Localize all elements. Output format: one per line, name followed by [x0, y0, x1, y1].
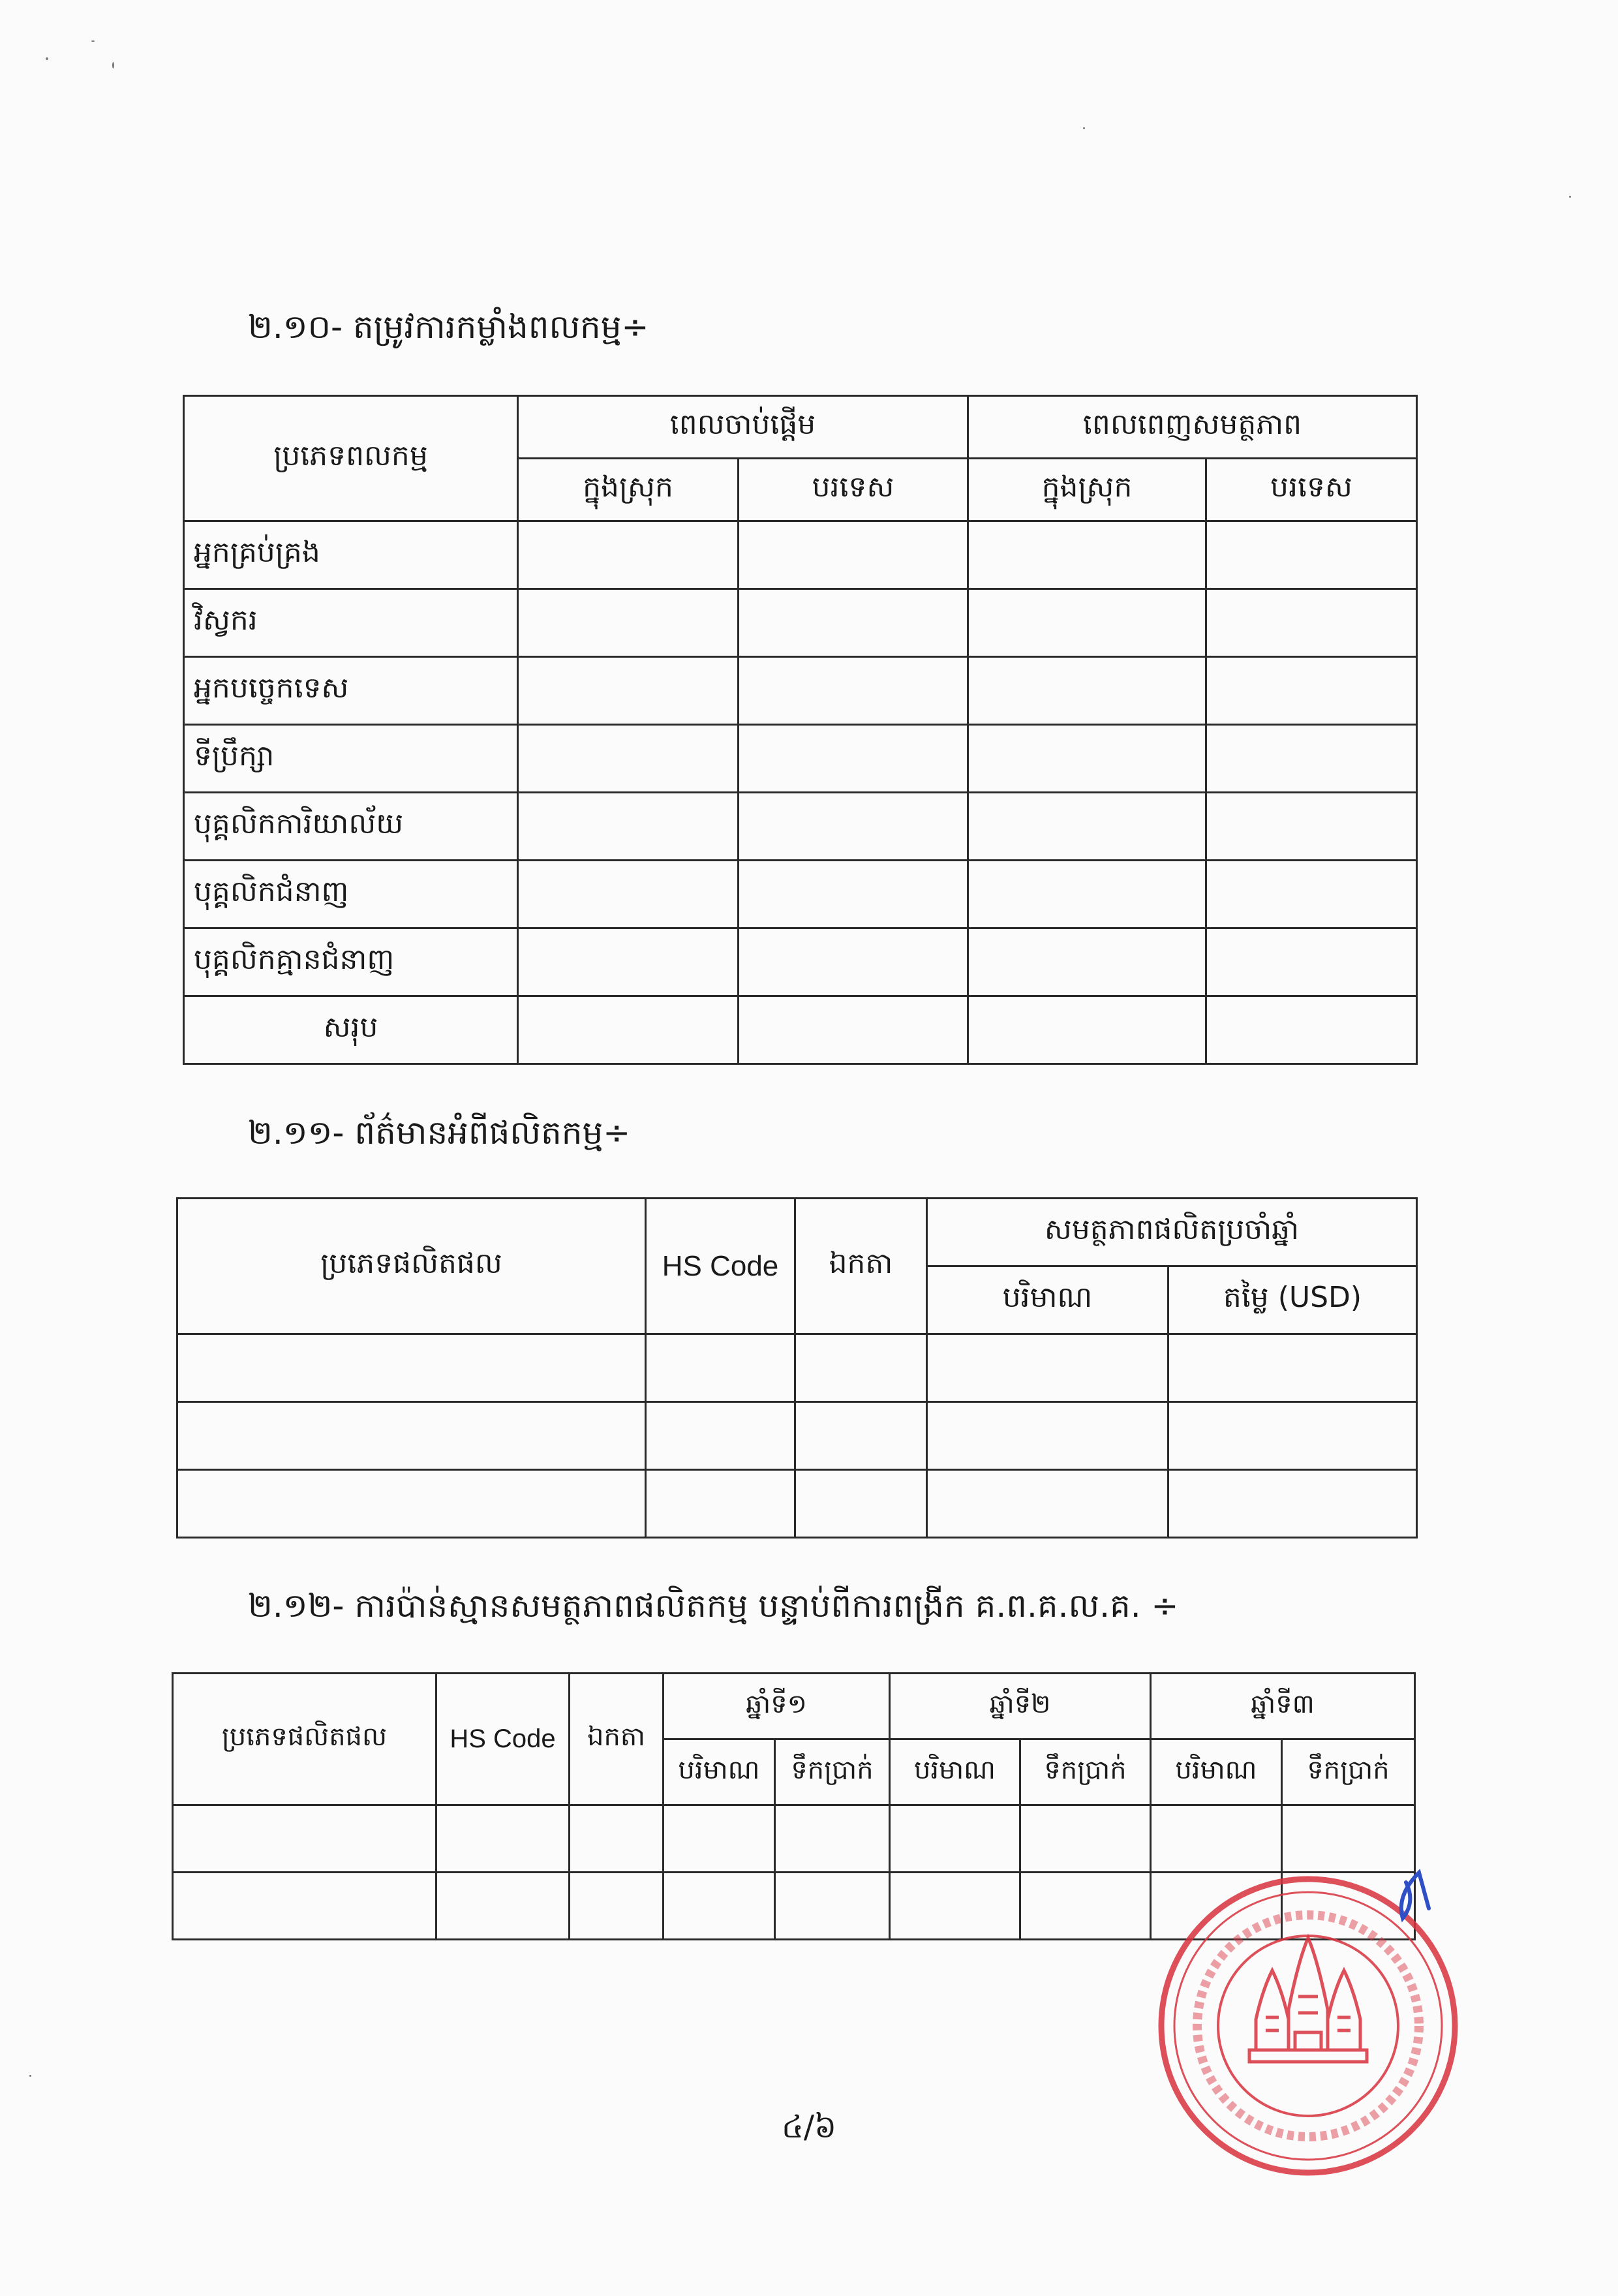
input-cell[interactable] — [1168, 1402, 1417, 1470]
table-row — [184, 589, 1417, 657]
input-cell[interactable] — [1206, 521, 1417, 589]
table-row-total — [184, 996, 1417, 1064]
col-header-unit: ឯកតា — [795, 1199, 927, 1334]
input-cell[interactable] — [518, 928, 739, 996]
sub-header-domestic: ក្នុងស្រុក — [968, 459, 1206, 521]
input-cell[interactable] — [646, 1334, 795, 1402]
input-cell[interactable] — [927, 1334, 1168, 1402]
table-row — [184, 725, 1417, 793]
input-cell[interactable] — [1168, 1334, 1417, 1402]
input-cell[interactable] — [173, 1873, 436, 1940]
table-row — [177, 1334, 1417, 1402]
table-row — [184, 928, 1417, 996]
input-cell[interactable] — [968, 793, 1206, 861]
input-cell[interactable] — [890, 1873, 1020, 1940]
input-cell[interactable] — [570, 1873, 664, 1940]
input-cell[interactable] — [518, 861, 739, 928]
sub-header-quantity: បរិមាណ — [664, 1739, 775, 1805]
input-cell[interactable] — [1206, 928, 1417, 996]
input-cell[interactable] — [1206, 657, 1417, 725]
year-header-2: ឆ្នាំទី២ — [890, 1674, 1151, 1739]
signature-mark — [1401, 1873, 1429, 1918]
col-header-labor-type: ប្រភេទពលកម្ម — [184, 396, 518, 521]
row-label-total: សរុប — [184, 996, 518, 1064]
input-cell[interactable] — [177, 1334, 646, 1402]
input-cell[interactable] — [890, 1805, 1020, 1873]
sub-header-domestic: ក្នុងស្រុក — [518, 459, 739, 521]
input-cell[interactable] — [968, 589, 1206, 657]
row-label-engineer: វិស្វករ — [184, 589, 518, 657]
sub-header-quantity: បរិមាណ — [890, 1739, 1020, 1805]
input-cell[interactable] — [968, 657, 1206, 725]
input-cell[interactable] — [177, 1402, 646, 1470]
input-cell[interactable] — [739, 589, 968, 657]
input-cell[interactable] — [795, 1402, 927, 1470]
sub-header-foreign: បរទេស — [739, 459, 968, 521]
table-row — [177, 1402, 1417, 1470]
row-label-skilled-staff: បុគ្គលិកជំនាញ — [184, 861, 518, 928]
page-number: ៤/៦ — [781, 2109, 837, 2145]
col-header-hs-code: HS Code — [646, 1199, 795, 1334]
table-row — [184, 521, 1417, 589]
input-cell[interactable] — [518, 725, 739, 793]
input-cell[interactable] — [739, 657, 968, 725]
input-cell[interactable] — [518, 589, 739, 657]
production-info-table — [176, 1197, 1418, 1538]
table-row — [177, 1470, 1417, 1538]
input-cell[interactable] — [739, 793, 968, 861]
section-heading-2-10: ២.១០- តម្រូវការកម្លាំងពលកម្ម÷ — [248, 308, 649, 346]
input-cell[interactable] — [646, 1470, 795, 1538]
sub-header-amount: ទឹកប្រាក់ — [775, 1739, 890, 1805]
input-cell[interactable] — [518, 521, 739, 589]
input-cell[interactable] — [1206, 861, 1417, 928]
input-cell[interactable] — [795, 1470, 927, 1538]
input-cell[interactable] — [646, 1402, 795, 1470]
row-label-unskilled-staff: បុគ្គលិកគ្មានជំនាញ — [184, 928, 518, 996]
input-cell[interactable] — [775, 1873, 890, 1940]
sub-header-amount: ទឹកប្រាក់ — [1282, 1739, 1415, 1805]
input-cell[interactable] — [436, 1873, 570, 1940]
input-cell[interactable] — [518, 996, 739, 1064]
sub-header-quantity: បរិមាណ — [927, 1266, 1168, 1334]
table-row — [184, 657, 1417, 725]
sub-header-value-usd: តម្លៃ (USD) — [1168, 1266, 1417, 1334]
input-cell[interactable] — [570, 1805, 664, 1873]
input-cell[interactable] — [1020, 1805, 1151, 1873]
input-cell[interactable] — [739, 725, 968, 793]
table-row — [184, 793, 1417, 861]
col-header-hs-code: HS Code — [436, 1674, 570, 1805]
row-label-office-staff: បុគ្គលិកការិយាល័យ — [184, 793, 518, 861]
input-cell[interactable] — [968, 725, 1206, 793]
row-label-manager: អ្នកគ្រប់គ្រង — [184, 521, 518, 589]
year-header-3: ឆ្នាំទី៣ — [1151, 1674, 1415, 1739]
row-label-advisor: ទីប្រឹក្សា — [184, 725, 518, 793]
sub-header-foreign: បរទេស — [1206, 459, 1417, 521]
input-cell[interactable] — [968, 996, 1206, 1064]
sub-header-quantity: បរិមាណ — [1151, 1739, 1282, 1805]
group-header-start: ពេលចាប់ផ្ដើម — [518, 396, 968, 459]
section-heading-2-11: ២.១១- ព័ត៌មានអំពីផលិតកម្ម÷ — [248, 1114, 631, 1152]
input-cell[interactable] — [1206, 725, 1417, 793]
input-cell[interactable] — [968, 521, 1206, 589]
section-heading-2-12: ២.១២- ការប៉ាន់ស្មានសមត្ថភាពផលិតកម្ម បន្ទាប់ពីការពង្រីក គ.ព.គ.ល.គ. ÷ — [248, 1587, 1179, 1625]
input-cell[interactable] — [927, 1402, 1168, 1470]
group-header-full-capacity: ពេលពេញសមត្ថភាព — [968, 396, 1417, 459]
table-row — [184, 861, 1417, 928]
input-cell[interactable] — [664, 1873, 775, 1940]
input-cell[interactable] — [1206, 589, 1417, 657]
input-cell[interactable] — [173, 1805, 436, 1873]
input-cell[interactable] — [1168, 1470, 1417, 1538]
input-cell[interactable] — [927, 1470, 1168, 1538]
labor-requirements-table — [183, 395, 1418, 1065]
input-cell[interactable] — [968, 928, 1206, 996]
sub-header-amount: ទឹកប្រាក់ — [1020, 1739, 1151, 1805]
input-cell[interactable] — [1206, 996, 1417, 1064]
input-cell[interactable] — [739, 521, 968, 589]
input-cell[interactable] — [177, 1470, 646, 1538]
col-header-unit: ឯកតា — [570, 1674, 664, 1805]
input-cell[interactable] — [664, 1805, 775, 1873]
input-cell[interactable] — [795, 1334, 927, 1402]
input-cell[interactable] — [518, 657, 739, 725]
input-cell[interactable] — [1206, 793, 1417, 861]
group-header-annual-capacity: សមត្ថភាពផលិតប្រចាំឆ្នាំ — [927, 1199, 1417, 1266]
col-header-product-type: ប្រភេទផលិតផល — [177, 1199, 646, 1334]
year-header-1: ឆ្នាំទី១ — [664, 1674, 890, 1739]
input-cell[interactable] — [739, 996, 968, 1064]
input-cell[interactable] — [775, 1805, 890, 1873]
row-label-technician: អ្នកបច្ចេកទេស — [184, 657, 518, 725]
input-cell[interactable] — [1020, 1873, 1151, 1940]
input-cell[interactable] — [739, 928, 968, 996]
col-header-product-type: ប្រភេទផលិតផល — [173, 1674, 436, 1805]
input-cell[interactable] — [739, 861, 968, 928]
angkor-temple-icon — [1249, 1938, 1367, 2062]
input-cell[interactable] — [968, 861, 1206, 928]
input-cell[interactable] — [518, 793, 739, 861]
input-cell[interactable] — [436, 1805, 570, 1873]
